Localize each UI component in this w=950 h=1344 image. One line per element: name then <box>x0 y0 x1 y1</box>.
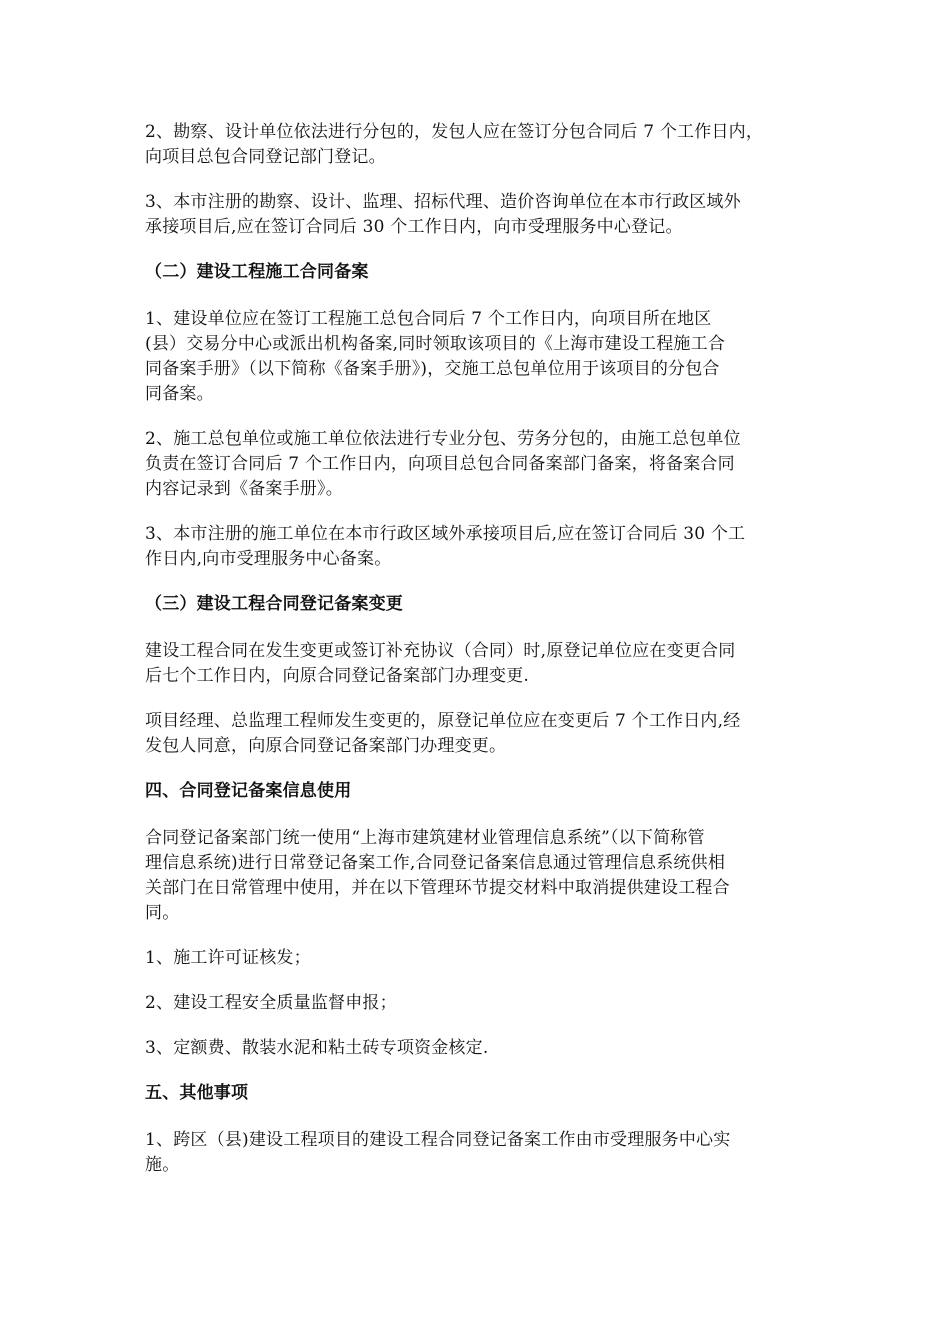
text-line: 合同登记备案部门统一使用“上海市建筑建材业管理信息系统”（以下简称管 <box>145 828 705 848</box>
section-heading <box>145 1081 810 1106</box>
text-line: 关部门在日常管理中使用，并在以下管理环节提交材料中取消提供建设工程合 <box>145 878 730 898</box>
paragraph <box>145 427 810 502</box>
text-line: 同备案。 <box>145 384 214 404</box>
section-heading <box>145 779 810 804</box>
text-line: 项目经理、总监理工程师发生变更的，原登记单位应在变更后 7 个工作日内,经 <box>145 711 741 731</box>
text-line: 同。 <box>145 903 180 923</box>
text-line: 3、本市注册的施工单位在本市行政区域外承接项目后,应在签订合同后 30 个工 <box>145 524 746 544</box>
text-line: 1、跨区（县)建设工程项目的建设工程合同登记备案工作由市受理服务中心实 <box>145 1130 731 1150</box>
text-line: 1、建设单位应在签订工程施工总包合同后 7 个工作日内，向项目所在地区 <box>145 309 712 329</box>
paragraph <box>145 190 810 240</box>
paragraph <box>145 307 810 407</box>
paragraph <box>145 709 810 759</box>
heading-text: （三）建设工程合同登记备案变更 <box>145 594 403 614</box>
list-item <box>145 946 810 971</box>
list-item <box>145 1036 810 1061</box>
text-line: 2、建设工程安全质量监督申报； <box>145 993 397 1013</box>
section-heading <box>145 592 810 617</box>
section-heading <box>145 260 810 285</box>
heading-text: 五、其他事项 <box>145 1083 249 1103</box>
text-line: 同备案手册》（以下简称《备案手册》)，交施工总包单位用于该项目的分包合 <box>145 359 720 379</box>
text-line: 向项目总包合同登记部门登记。 <box>145 147 386 167</box>
text-line: 后七个工作日内，向原合同登记备案部门办理变更. <box>145 666 530 686</box>
text-line: 施。 <box>145 1155 180 1175</box>
paragraph <box>145 639 810 689</box>
text-line: 内容记录到《备案手册》。 <box>145 479 343 499</box>
text-line: 承接项目后,应在签订合同后 30 个工作日内，向市受理服务中心登记。 <box>145 217 683 237</box>
paragraph <box>145 120 810 170</box>
text-line: 发包人同意，向原合同登记备案部门办理变更。 <box>145 736 507 756</box>
document-page <box>145 120 810 1198</box>
text-line: 2、施工总包单位或施工单位依法进行专业分包、劳务分包的，由施工总包单位 <box>145 429 741 449</box>
text-line: (县）交易分中心或派出机构备案,同时领取该项目的《上海市建设工程施工合 <box>145 334 726 354</box>
text-line: 理信息系统)进行日常登记备案工作,合同登记备案信息通过管理信息系统供相 <box>145 853 726 873</box>
text-line: 建设工程合同在发生变更或签订补充协议（合同）时,原登记单位应在变更合同 <box>145 641 736 661</box>
paragraph <box>145 522 810 572</box>
heading-text: （二）建设工程施工合同备案 <box>145 262 369 282</box>
text-line: 作日内,向市受理服务中心备案。 <box>145 549 392 569</box>
paragraph <box>145 826 810 926</box>
text-line: 3、本市注册的勘察、设计、监理、招标代理、造价咨询单位在本市行政区域外 <box>145 192 741 212</box>
text-line: 3、定额费、散装水泥和粘土砖专项资金核定. <box>145 1038 489 1058</box>
text-line: 1、施工许可证核发； <box>145 948 311 968</box>
text-line: 负责在签订合同后 7 个工作日内，向项目总包合同备案部门备案，将备案合同 <box>145 454 735 474</box>
heading-text: 四、合同登记备案信息使用 <box>145 781 352 801</box>
text-line: 2、勘察、设计单位依法进行分包的，发包人应在签订分包合同后 7 个工作日内， <box>145 122 764 142</box>
paragraph <box>145 1128 810 1178</box>
list-item <box>145 991 810 1016</box>
